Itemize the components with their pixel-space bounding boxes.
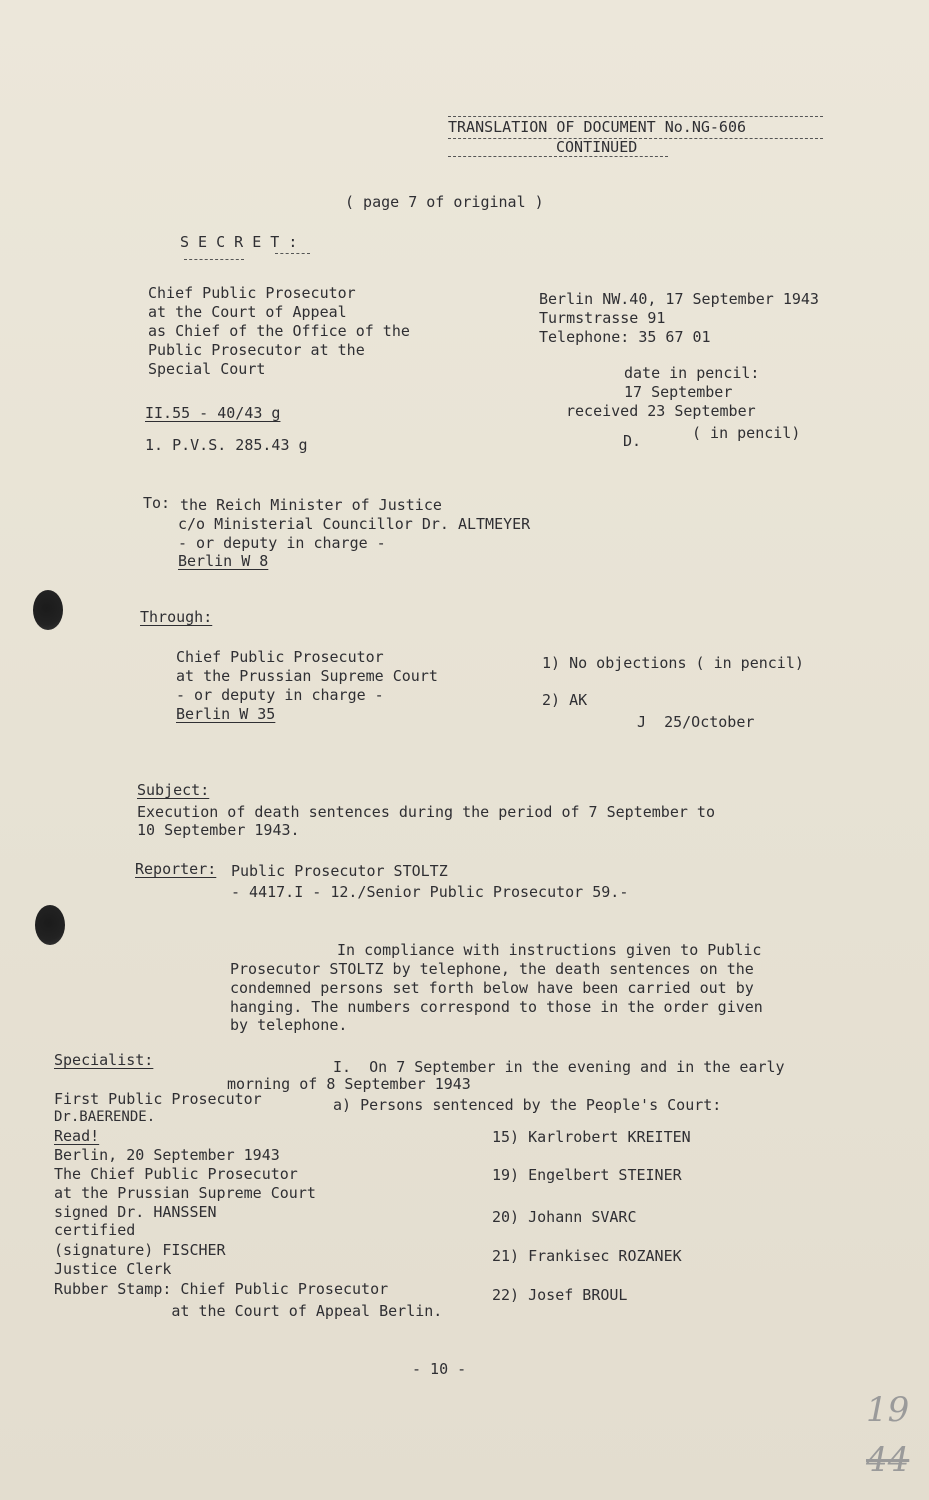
certification-line-4: signed Dr. HANSSEN: [54, 1203, 217, 1221]
person-item-15: 15) Karlrobert KREITEN: [492, 1128, 691, 1146]
pencil-note-line-3: received 23 September: [566, 402, 756, 420]
reporter-line-2: - 4417.I - 12./Senior Public Prosecutor 59.-: [231, 883, 629, 901]
file-reference-1: II.55 - 40/43 g: [145, 404, 281, 422]
document-title: TRANSLATION OF DOCUMENT No.NG-606: [448, 118, 747, 136]
body-line-1: In compliance with instructions given to Public: [337, 941, 762, 959]
subject-line-2: 10 September 1943.: [137, 821, 300, 839]
body-line-5: by telephone.: [230, 1016, 348, 1034]
through-line-4: Berlin W 35: [176, 705, 276, 723]
person-item-22: 22) Josef BROUL: [492, 1286, 628, 1304]
page-number: - 10 -: [412, 1360, 467, 1378]
sender-line-4: Public Prosecutor at the: [148, 341, 365, 359]
certification-line-7: Justice Clerk: [54, 1260, 172, 1278]
pencil-note-initial: D.: [623, 432, 642, 450]
address-line-1: Berlin NW.40, 17 September 1943: [539, 290, 819, 308]
pencil-note-line-4: ( in pencil): [692, 424, 801, 442]
through-line-1: Chief Public Prosecutor: [176, 648, 384, 666]
subject-label: Subject:: [137, 781, 210, 799]
specialist-line-2: Dr.BAERENDE.: [54, 1109, 156, 1125]
pencil-note-line-2: 17 September: [624, 383, 733, 401]
classification-label: S E C R E T :: [180, 233, 298, 251]
margin-mark-bottom: 44: [866, 1440, 910, 1480]
read-label: Read!: [54, 1127, 100, 1145]
person-item-21: 21) Frankisec ROZANEK: [492, 1247, 682, 1265]
through-label: Through:: [140, 608, 213, 626]
certification-line-9: at the Court of Appeal Berlin.: [54, 1302, 443, 1320]
sender-line-5: Special Court: [148, 360, 266, 378]
subject-line-1: Execution of death sentences during the period of 7 September to: [137, 803, 715, 821]
through-line-3: - or deputy in charge -: [176, 686, 384, 704]
certification-line-3: at the Prussian Supreme Court: [54, 1184, 316, 1202]
sender-line-1: Chief Public Prosecutor: [148, 284, 356, 302]
margin-mark-top: 19: [866, 1390, 910, 1430]
pencil-note-line-1: date in pencil:: [624, 364, 760, 382]
punch-hole-top: [33, 590, 63, 630]
certification-line-6: (signature) FISCHER: [54, 1241, 226, 1259]
sender-line-3: as Chief of the Office of the: [148, 322, 410, 340]
recipient-line-2: c/o Ministerial Councillor Dr. ALTMEYER: [178, 515, 531, 533]
recipient-line-4: Berlin W 8: [178, 552, 269, 570]
remark-item-1: 1) No objections ( in pencil): [542, 654, 804, 672]
file-reference-2: 1. P.V.S. 285.43 g: [145, 436, 308, 454]
certification-line-5: certified: [54, 1221, 136, 1239]
reporter-line-1: Public Prosecutor STOLTZ: [231, 862, 448, 880]
reporter-label: Reporter:: [135, 860, 217, 878]
continued-rule: [448, 156, 668, 157]
certification-line-2: The Chief Public Prosecutor: [54, 1165, 298, 1183]
certification-line-8: Rubber Stamp: Chief Public Prosecutor: [54, 1280, 389, 1298]
section-I-line-2: morning of 8 September 1943: [227, 1075, 471, 1093]
title-rule-top: [448, 116, 823, 117]
punch-hole-bottom: [35, 905, 65, 945]
classification-rule-b: [275, 253, 310, 254]
person-item-20: 20) Johann SVARC: [492, 1208, 637, 1226]
specialist-label: Specialist:: [54, 1051, 154, 1069]
body-line-3: condemned persons set forth below have been carried out by: [230, 979, 754, 997]
classification-rule: [184, 259, 244, 260]
remark-item-3: J 25/October: [637, 713, 755, 731]
body-line-2: Prosecutor STOLTZ by telephone, the death sentences on the: [230, 960, 754, 978]
page-reference: ( page 7 of original ): [345, 193, 544, 211]
address-line-3: Telephone: 35 67 01: [539, 328, 711, 346]
certification-line-1: Berlin, 20 September 1943: [54, 1146, 280, 1164]
through-line-2: at the Prussian Supreme Court: [176, 667, 438, 685]
remark-item-2: 2) AK: [542, 691, 588, 709]
body-line-4: hanging. The numbers correspond to those in the order given: [230, 998, 763, 1016]
sender-line-2: at the Court of Appeal: [148, 303, 347, 321]
section-I-line-1: I. On 7 September in the evening and in the early: [333, 1058, 785, 1076]
section-I-sub-a: a) Persons sentenced by the People's Court:: [333, 1096, 722, 1114]
specialist-line-1: First Public Prosecutor: [54, 1090, 262, 1108]
continued-label: CONTINUED: [556, 138, 638, 156]
recipient-label: To:: [143, 494, 171, 512]
recipient-line-1: the Reich Minister of Justice: [180, 496, 442, 514]
recipient-line-3: - or deputy in charge -: [178, 534, 386, 552]
address-line-2: Turmstrasse 91: [539, 309, 666, 327]
person-item-19: 19) Engelbert STEINER: [492, 1166, 682, 1184]
